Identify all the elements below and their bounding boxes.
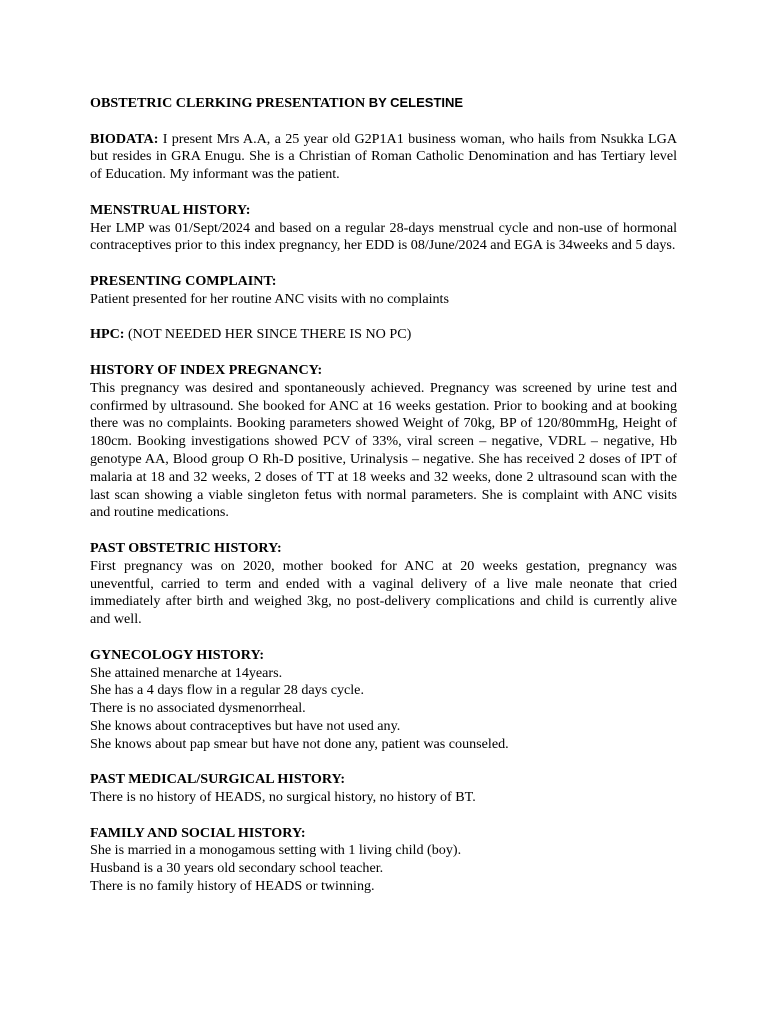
gynecology-line: She has a 4 days flow in a regular 28 days cycle. [90,682,364,699]
index-pregnancy-text: This pregnancy was desired and spontaneously achieved. Pregnancy was screened by urine test and confirmed by ultrasound. She booked for ANC at 16 weeks gestation. Prior to booking and at booking there was no complaints. Booking parameters showed Weight of 70kg, BP of 120/80mmHg, Height of 180cm. Booking investigations showed PCV of 33%, viral screen – negative, VDRL – negative, Hb genotype AA, Blood group O Rh-D positive, Urinalysis – negative. She has received 2 doses of IPT of malaria at 18 and 32 weeks, 2 doses of TT at 18 weeks and 32 weeks, done 2 ultrasound scan with the last scan showing a viable singleton fetus with normal parameters. She is complaint with ANC visits and routine medications. [90,379,677,521]
past-medical-text: There is no history of HEADS, no surgical history, no history of BT. [90,789,476,806]
presenting-complaint-section [90,273,677,309]
family-social-heading: FAMILY AND SOCIAL HISTORY: [90,824,306,841]
past-obstetric-text: First pregnancy was on 2020, mother booked for ANC at 20 weeks gestation, pregnancy was uneventful, carried to term and ended with a vaginal delivery of a live male neonate that cried immediately after birth and weighed 3kg, no post-delivery complications and child is currently alive and well. [90,557,677,628]
biodata-heading: BIODATA: [90,130,159,147]
document-page [90,94,677,914]
past-obstetric-heading: PAST OBSTETRIC HISTORY: [90,539,282,556]
menstrual-history-section [90,202,677,255]
gynecology-line: She knows about contraceptives but have not used any. [90,717,401,734]
index-pregnancy-heading: HISTORY OF INDEX PREGNANCY: [90,361,323,378]
menstrual-history-text: Her LMP was 01/Sept/2024 and based on a regular 28-days menstrual cycle and non-use of hormonal contraceptives prior to this index pregnancy, her EDD is 08/June/2024 and EGA is 34weeks and 5 days. [90,219,677,254]
past-medical-section [90,771,677,807]
past-obstetric-section [90,540,677,629]
biodata-section [90,131,677,184]
family-social-line: There is no family history of HEADS or twinning. [90,878,375,895]
gynecology-section [90,647,677,754]
presenting-complaint-heading: PRESENTING COMPLAINT: [90,272,277,289]
hpc-text: (NOT NEEDED HER SINCE THERE IS NO PC) [124,326,412,343]
title-byline: BY CELESTINE [368,95,464,110]
family-social-line: She is married in a monogamous setting with 1 living child (boy). [90,842,462,859]
biodata-text: I present Mrs A.A, a 25 year old G2P1A1 business woman, who hails from Nsukka LGA but resides in GRA Enugu. She is a Christian of Roman Catholic Denomination and has Tertiary level of Education. My informant was the patient. [90,130,677,183]
presenting-complaint-text: Patient presented for her routine ANC visits with no complaints [90,290,449,307]
past-medical-heading: PAST MEDICAL/SURGICAL HISTORY: [90,771,346,788]
gynecology-line: She attained menarche at 14years. [90,664,283,681]
family-social-line: Husband is a 30 years old secondary school teacher. [90,860,384,877]
family-social-section [90,825,677,896]
gynecology-line: She knows about pap smear but have not done any, patient was counseled. [90,735,509,752]
index-pregnancy-section [90,362,677,522]
menstrual-history-heading: MENSTRUAL HISTORY: [90,201,251,218]
hpc-section [90,326,677,344]
document-title [90,94,677,113]
hpc-heading: HPC: [90,326,125,343]
gynecology-heading: GYNECOLOGY HISTORY: [90,646,265,663]
title-main: OBSTETRIC CLERKING PRESENTATION [90,95,369,111]
gynecology-line: There is no associated dysmenorrheal. [90,700,306,717]
